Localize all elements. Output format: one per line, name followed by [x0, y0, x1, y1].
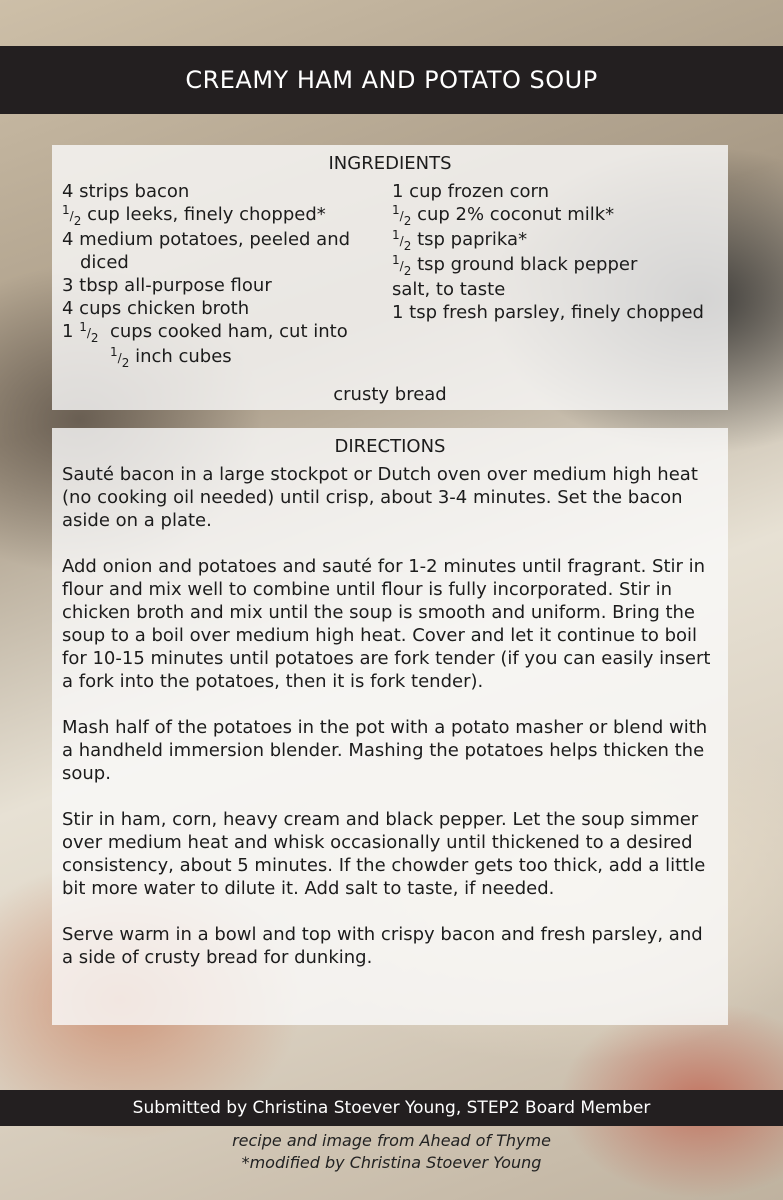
ingredient-leeks: 1/2 cup leeks, finely chopped* [62, 203, 326, 228]
ingredient-ham-cont: 1/2 inch cubes [110, 345, 232, 370]
directions-panel [52, 428, 728, 1025]
directions-heading: DIRECTIONS [334, 436, 446, 457]
ingredient-salt: salt, to taste [392, 279, 506, 300]
ingredient-parsley: 1 tsp fresh parsley, finely chopped [392, 302, 704, 323]
recipe-title-bar [0, 46, 783, 114]
ingredient-milk: 1/2 cup 2% coconut milk* [392, 203, 615, 228]
direction-step-3: Mash half of the potatoes in the pot with a potato masher or blend with a handheld immersion blender. Mashing the potatoes helps thicken the soup. [62, 717, 708, 784]
direction-step-5: Serve warm in a bowl and top with crispy bacon and fresh parsley, and a side of crusty bread for dunking. [62, 924, 703, 968]
ingredient-flour: 3 tbsp all-purpose flour [62, 275, 272, 296]
ingredient-ham: 1 1/2 cups cooked ham, cut into [62, 320, 348, 345]
ingredient-bacon: 4 strips bacon [62, 181, 190, 202]
ingredient-bread: crusty bread [333, 384, 447, 405]
ingredient-corn: 1 cup frozen corn [392, 181, 550, 202]
credit-source: recipe and image from Ahead of Thyme [232, 1131, 551, 1150]
credit-modified: *modified by Christina Stoever Young [241, 1153, 542, 1172]
ingredients-columns [62, 180, 718, 370]
ingredients-heading: INGREDIENTS [328, 153, 452, 174]
ingredients-right-column [392, 180, 718, 370]
ingredient-pepper: 1/2 tsp ground black pepper [392, 253, 638, 278]
fraction: 1/2 [392, 228, 412, 253]
fraction: 1/2 [62, 203, 82, 228]
ingredient-broth: 4 cups chicken broth [62, 298, 250, 319]
submitted-by-bar [0, 1090, 783, 1126]
direction-step-2: Add onion and potatoes and sauté for 1-2 minutes until fragrant. Stir in flour and mix well to combine until flour is fully incorporated. Stir in chicken broth and mix until the soup is smooth and uniform. Bring the soup to a boil over medium high heat. Cover and let it continue to boil for 10-15 minutes until potatoes are fork tender (if you can easily insert a fork into the potatoes, then it is fork tender). [62, 556, 711, 692]
recipe-title: CREAMY HAM AND POTATO SOUP [185, 66, 598, 94]
submitted-by-text: Submitted by Christina Stoever Young, STEP2 Board Member [132, 1098, 651, 1118]
ingredient-potatoes: 4 medium potatoes, peeled and [62, 229, 351, 250]
fraction: 1/2 [392, 253, 412, 278]
fraction: 1/2 [79, 320, 99, 345]
fraction: 1/2 [392, 203, 412, 228]
ingredient-potatoes-cont: diced [80, 252, 129, 273]
ingredient-paprika: 1/2 tsp paprika* [392, 228, 528, 253]
direction-step-1: Sauté bacon in a large stockpot or Dutch oven over medium high heat (no cooking oil needed) until crisp, about 3-4 minutes. Set the bacon aside on a plate. [62, 464, 698, 531]
ingredients-left-column [62, 180, 392, 370]
recipe-credit [0, 1130, 783, 1174]
direction-step-4: Stir in ham, corn, heavy cream and black pepper. Let the soup simmer over medium heat and whisk occasionally until thickened to a desired consistency, about 5 minutes. If the chowder gets too thick, add a little bit more water to dilute it. Add salt to taste, if needed. [62, 809, 706, 899]
fraction: 1/2 [110, 345, 130, 370]
ingredients-panel [52, 145, 728, 410]
